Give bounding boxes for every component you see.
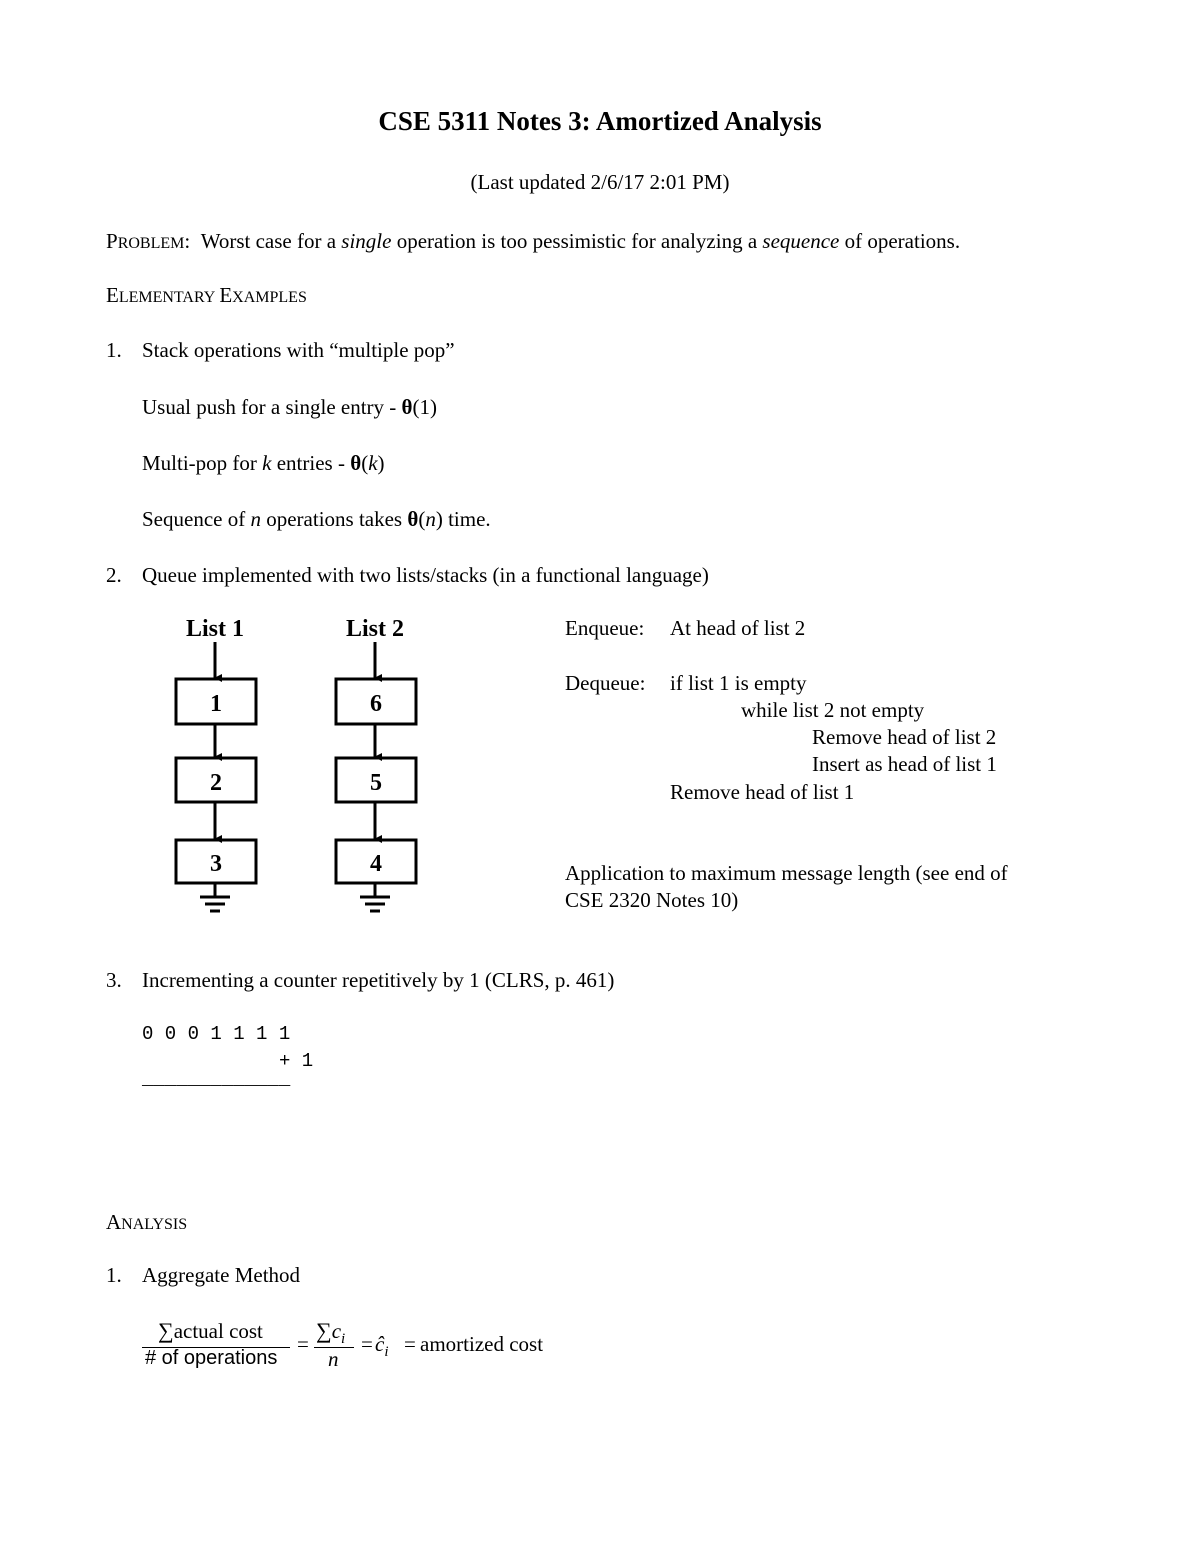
queue-diagram bbox=[160, 610, 450, 920]
dequeue-line-3: Remove head of list 2 bbox=[812, 725, 997, 749]
list-2-ground-icon bbox=[360, 883, 390, 911]
list-1-ground-icon bbox=[200, 883, 230, 911]
counter-bits: 0 0 0 1 1 1 1 bbox=[142, 1023, 291, 1045]
sum-actual-cost: ∑actual cost bbox=[158, 1318, 263, 1343]
list-2-node-2-value: 5 bbox=[370, 770, 382, 796]
page-title: CSE 5311 Notes 3: Amortized Analysis bbox=[378, 106, 822, 136]
problem-statement: PROBLEM: Worst case for a single operation is too pessimistic for analyzing a sequence of operations. bbox=[106, 229, 961, 253]
item-2-text: Queue implemented with two lists/stacks (in a functional language) bbox=[142, 563, 709, 587]
list-2-label: List 2 bbox=[345, 616, 405, 642]
c-hat-i: $ĉ_i$ bbox=[375, 1332, 389, 1361]
list-1-node-3-value: 3 bbox=[210, 851, 222, 877]
problem-label: PROBLEM: bbox=[106, 229, 191, 253]
sum-ci: $\sum c_i$ bbox=[316, 1318, 346, 1348]
amortized-cost: amortized cost bbox=[420, 1332, 544, 1356]
push-line: Usual push for a single entry - θ(1) bbox=[142, 395, 437, 419]
item-2-number: 2. bbox=[106, 563, 122, 587]
application-line-1: Application to maximum message length (see end of bbox=[565, 861, 1008, 885]
dequeue-line-5: Remove head of list 1 bbox=[670, 780, 855, 804]
aggregate-number: 1. bbox=[106, 1263, 122, 1287]
multipop-line: Multi-pop for k entries - θ(k) bbox=[142, 451, 385, 475]
aggregate-title: Aggregate Method bbox=[142, 1263, 301, 1287]
equals-1: = bbox=[297, 1332, 309, 1356]
list-1-node-2-value: 2 bbox=[210, 770, 222, 796]
section-heading-elementary-examples: ELEMENTARY EXAMPLES bbox=[106, 283, 307, 307]
dequeue-line-2: while list 2 not empty bbox=[741, 698, 925, 722]
list-1-label: List 1 bbox=[185, 616, 245, 642]
item-3-number: 3. bbox=[106, 968, 122, 992]
enqueue-text: At head of list 2 bbox=[670, 616, 806, 640]
enqueue-label: Enqueue: bbox=[565, 616, 645, 640]
last-updated: (Last updated 2/6/17 2:01 PM) bbox=[470, 170, 730, 194]
dequeue-line-4: Insert as head of list 1 bbox=[812, 752, 997, 776]
section-heading-analysis: ANALYSIS bbox=[106, 1210, 188, 1234]
counter-increment: + 1 bbox=[279, 1050, 314, 1072]
item-1-number: 1. bbox=[106, 338, 122, 362]
equals-3: = bbox=[404, 1332, 416, 1356]
list-2-node-3-value: 4 bbox=[370, 851, 382, 877]
num-operations: # of operations bbox=[145, 1347, 278, 1369]
application-line-2: CSE 2320 Notes 10) bbox=[565, 888, 739, 912]
equals-2: = bbox=[361, 1332, 373, 1356]
item-1-text: Stack operations with “multiple pop” bbox=[142, 338, 455, 362]
list-2-node-1-value: 6 bbox=[370, 691, 382, 717]
counter-rule: _____________ bbox=[142, 1068, 291, 1090]
list-1-node-1-value: 1 bbox=[210, 691, 222, 717]
n-denominator: n bbox=[328, 1347, 339, 1371]
sequence-line: Sequence of n operations takes θ(n) time. bbox=[142, 507, 491, 531]
item-3-text: Incrementing a counter repetitively by 1 (CLRS, p. 461) bbox=[142, 968, 615, 992]
dequeue-label: Dequeue: bbox=[565, 671, 646, 695]
dequeue-line-1: if list 1 is empty bbox=[670, 671, 807, 695]
